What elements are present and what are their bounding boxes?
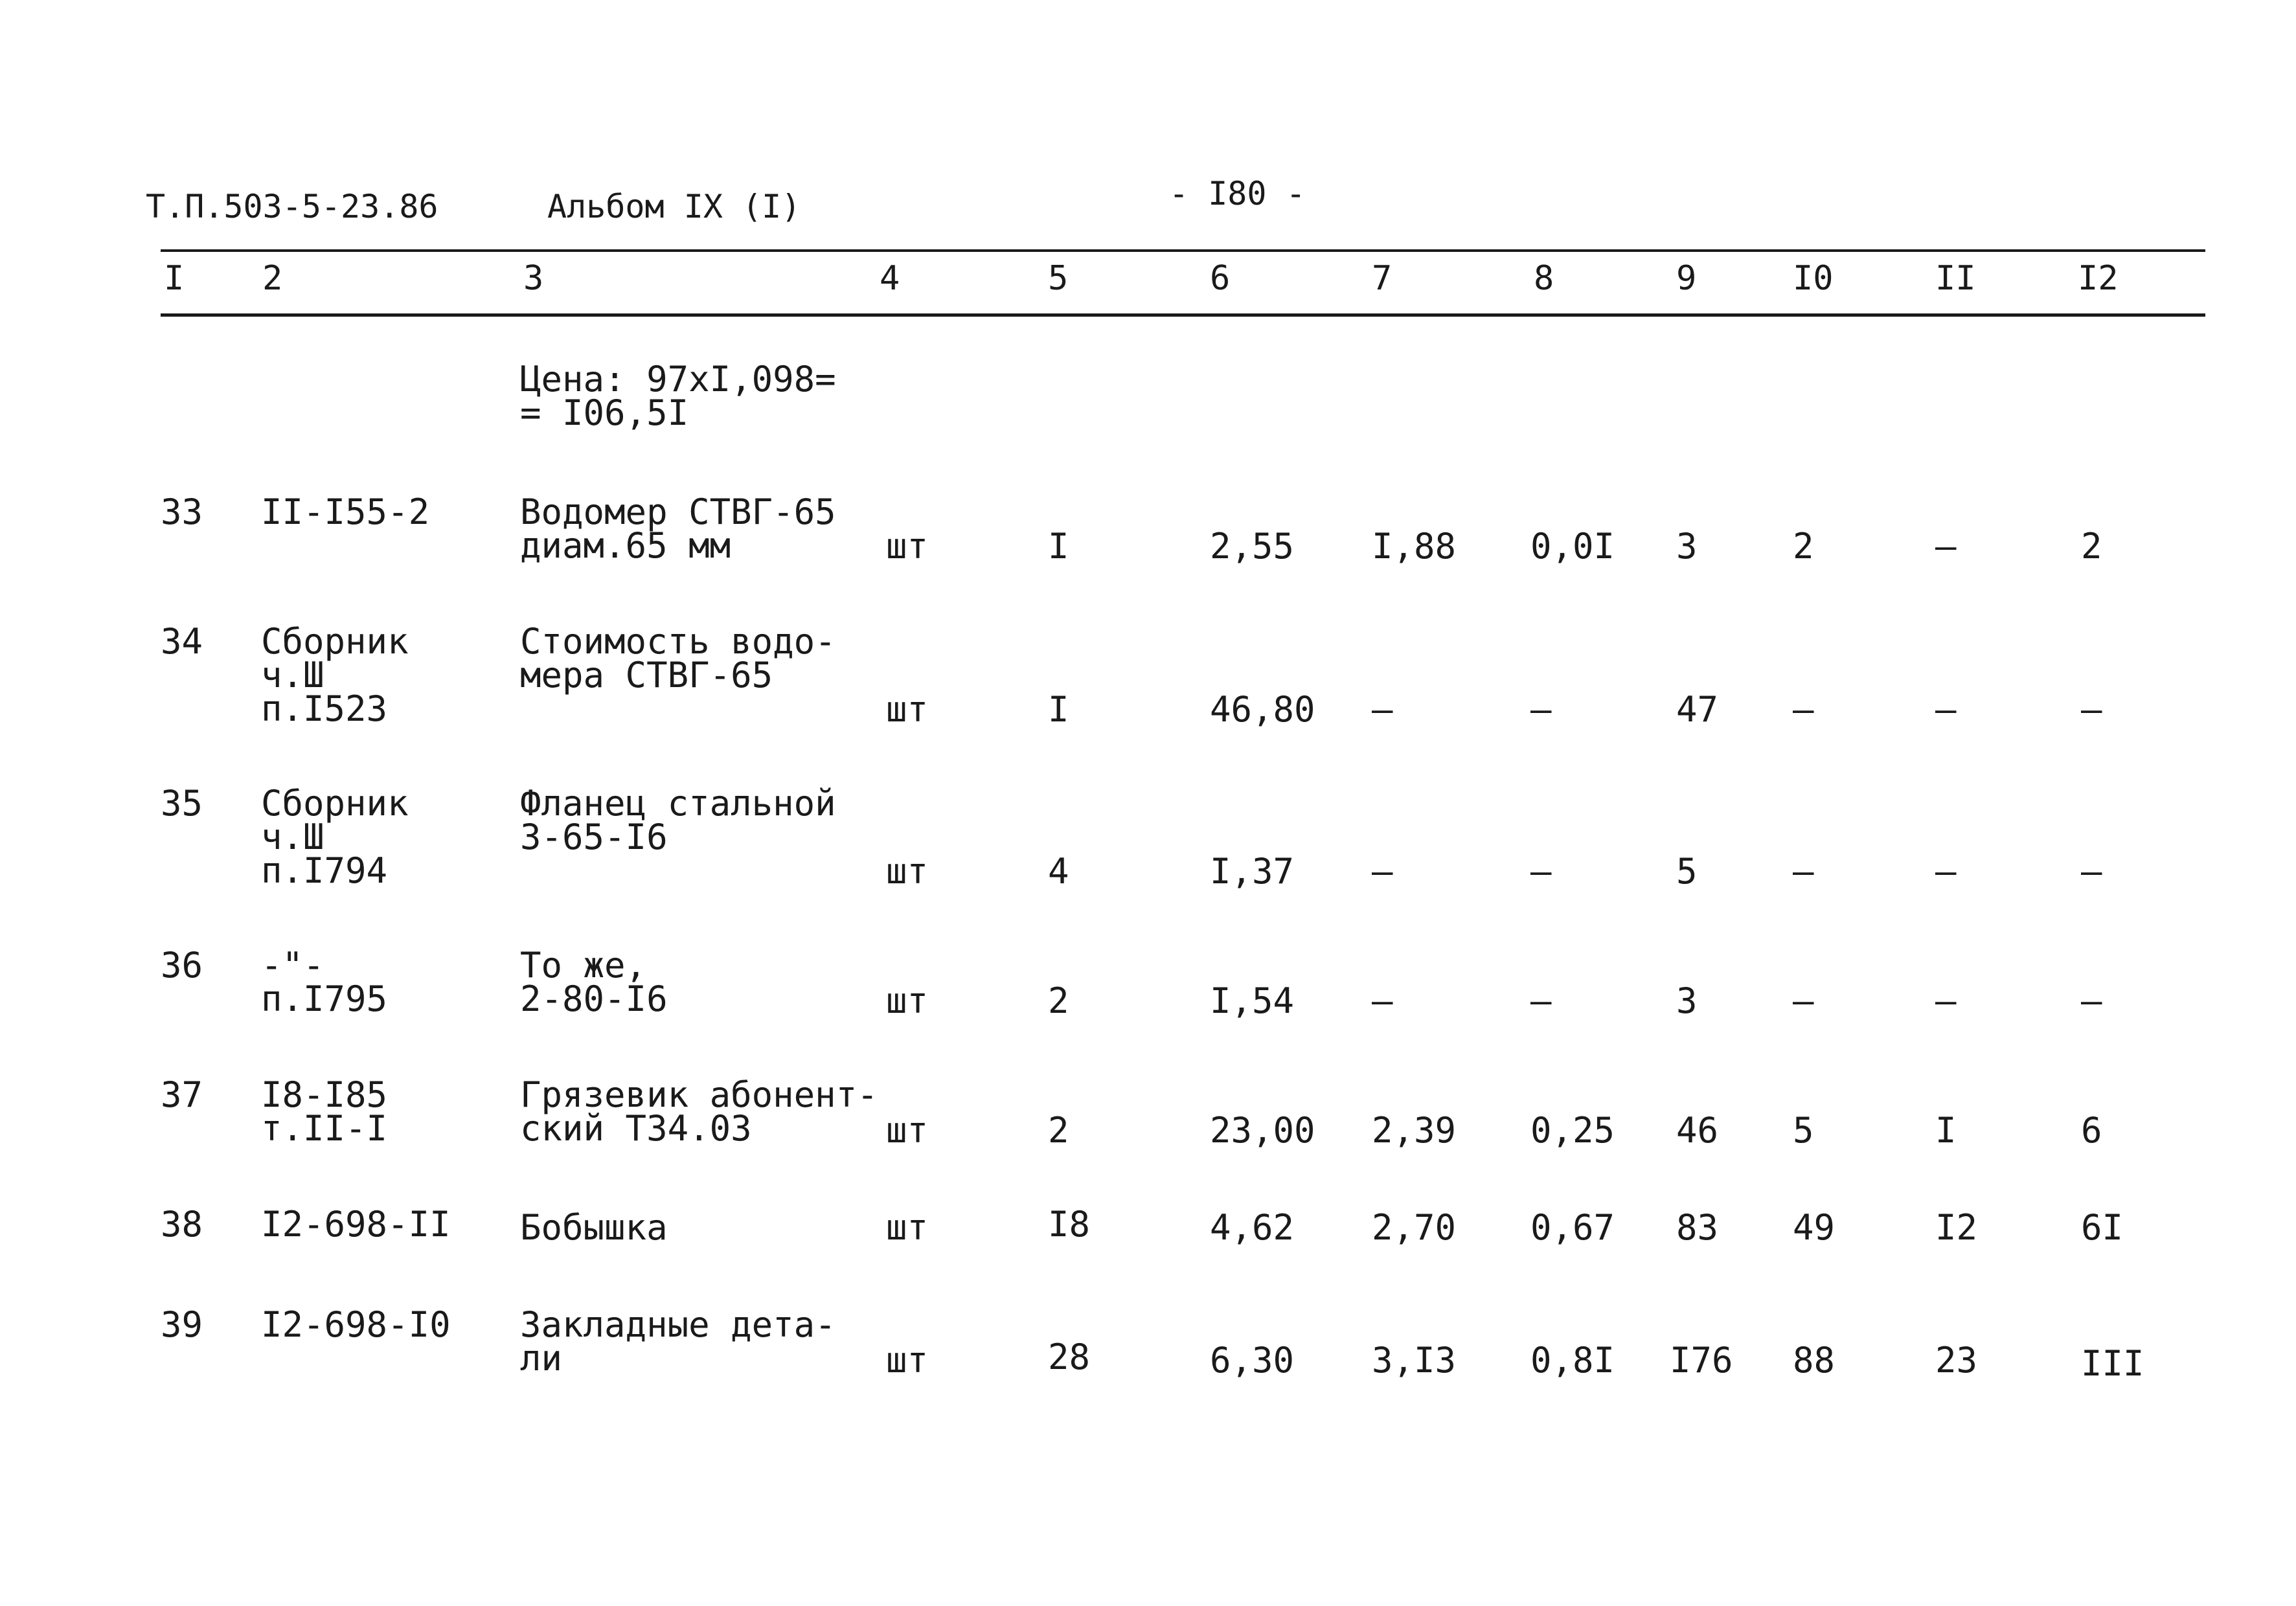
col11-value: I2 <box>1935 1207 1978 1248</box>
col9-value: 83 <box>1676 1207 1719 1248</box>
col11-value: – <box>1935 851 1957 892</box>
row-number: 36 <box>161 945 203 986</box>
col6-value: 46,80 <box>1210 689 1315 730</box>
col5-value: 2 <box>1048 1110 1069 1151</box>
unit: шт <box>886 689 929 730</box>
header-rule-top <box>161 249 2205 252</box>
col8-value: – <box>1530 851 1552 892</box>
col12-value: 2 <box>2081 526 2102 567</box>
reference-code: I2-698-I0 <box>261 1304 451 1345</box>
item-description: Водомер СТВГ-65 диам.65 мм <box>520 492 836 566</box>
col8-value: 0,67 <box>1530 1207 1615 1248</box>
col11-value: – <box>1935 526 1957 567</box>
col7-value: 2,39 <box>1372 1110 1457 1151</box>
row-number: 33 <box>161 492 203 532</box>
item-description: Бобышка <box>520 1207 668 1248</box>
col10-value: – <box>1793 851 1814 892</box>
row-number: 37 <box>161 1074 203 1115</box>
column-number: 8 <box>1534 259 1554 298</box>
document-code: Т.П.503-5-23.86 <box>146 188 438 225</box>
col11-value: – <box>1935 689 1957 730</box>
price-note: Цена: 97хI,098= = I06,5I <box>520 359 836 433</box>
item-description: Грязевик абонент- ский Т34.03 <box>520 1074 878 1149</box>
column-number: 2 <box>262 259 283 298</box>
col9-value: 47 <box>1676 689 1719 730</box>
reference-code: I2-698-II <box>261 1204 451 1245</box>
col5-value: I <box>1048 689 1069 730</box>
col12-value: III <box>2081 1343 2144 1384</box>
column-number: 6 <box>1210 259 1231 298</box>
col6-value: I,37 <box>1210 851 1295 892</box>
col8-value: – <box>1530 980 1552 1021</box>
col7-value: – <box>1372 980 1393 1021</box>
reference-code: II-I55-2 <box>261 492 430 532</box>
col7-value: I,88 <box>1372 526 1457 567</box>
reference-code: I8-I85 т.II-I <box>261 1074 388 1149</box>
col6-value: 2,55 <box>1210 526 1295 567</box>
col12-value: – <box>2081 851 2102 892</box>
col12-value: – <box>2081 689 2102 730</box>
reference-code: Сборник ч.Ш п.I794 <box>261 783 409 891</box>
column-number: 4 <box>880 259 900 298</box>
column-number: 7 <box>1372 259 1392 298</box>
unit: шт <box>886 851 929 892</box>
row-number: 39 <box>161 1304 203 1345</box>
row-number: 34 <box>161 621 203 662</box>
col10-value: 88 <box>1793 1340 1836 1381</box>
col6-value: 4,62 <box>1210 1207 1295 1248</box>
col12-value: 6I <box>2081 1207 2124 1248</box>
col6-value: 23,00 <box>1210 1110 1315 1151</box>
column-number: 9 <box>1676 259 1697 298</box>
col8-value: 0,0I <box>1530 526 1615 567</box>
col8-value: – <box>1530 689 1552 730</box>
col5-value: 2 <box>1048 980 1069 1021</box>
header-rule-bottom <box>161 313 2205 317</box>
col5-value: 4 <box>1048 851 1069 892</box>
col5-value: I <box>1048 526 1069 567</box>
col11-value: 23 <box>1935 1340 1978 1381</box>
col5-value: I8 <box>1048 1204 1091 1245</box>
col9-value: I76 <box>1670 1340 1733 1381</box>
col9-value: 3 <box>1676 526 1698 567</box>
col8-value: 0,25 <box>1530 1110 1615 1151</box>
column-number: 5 <box>1048 259 1069 298</box>
col7-value: – <box>1372 851 1393 892</box>
col5-value: 28 <box>1048 1337 1091 1377</box>
col10-value: – <box>1793 689 1814 730</box>
column-number: I0 <box>1793 259 1834 298</box>
row-number: 35 <box>161 783 203 824</box>
col7-value: 2,70 <box>1372 1207 1457 1248</box>
col9-value: 5 <box>1676 851 1698 892</box>
item-description: Стоимость водо- мера СТВГ-65 <box>520 621 836 696</box>
column-number: I2 <box>2078 259 2119 298</box>
col11-value: – <box>1935 980 1957 1021</box>
col12-value: – <box>2081 980 2102 1021</box>
col10-value: 2 <box>1793 526 1814 567</box>
col7-value: – <box>1372 689 1393 730</box>
column-number: I <box>164 259 185 298</box>
unit: шт <box>886 980 929 1021</box>
column-number: 3 <box>523 259 544 298</box>
unit: шт <box>886 1340 929 1381</box>
unit: шт <box>886 1207 929 1248</box>
col6-value: I,54 <box>1210 980 1295 1021</box>
col8-value: 0,8I <box>1530 1340 1615 1381</box>
item-description: То же, 2-80-I6 <box>520 945 668 1019</box>
row-number: 38 <box>161 1204 203 1245</box>
unit: шт <box>886 526 929 567</box>
col7-value: 3,I3 <box>1372 1340 1457 1381</box>
col9-value: 3 <box>1676 980 1698 1021</box>
album-label: Альбом IX (I) <box>547 188 801 225</box>
item-description: Закладные дета- ли <box>520 1304 836 1379</box>
reference-code: Сборник ч.Ш п.I523 <box>261 621 409 729</box>
col11-value: I <box>1935 1110 1957 1151</box>
col10-value: – <box>1793 980 1814 1021</box>
reference-code: -"- п.I795 <box>261 945 388 1019</box>
unit: шт <box>886 1110 929 1151</box>
column-number: II <box>1935 259 1976 298</box>
col6-value: 6,30 <box>1210 1340 1295 1381</box>
col10-value: 49 <box>1793 1207 1836 1248</box>
col10-value: 5 <box>1793 1110 1814 1151</box>
page-number: - I80 - <box>1169 175 1306 212</box>
col12-value: 6 <box>2081 1110 2102 1151</box>
col9-value: 46 <box>1676 1110 1719 1151</box>
item-description: Фланец стальной 3-65-I6 <box>520 783 836 857</box>
